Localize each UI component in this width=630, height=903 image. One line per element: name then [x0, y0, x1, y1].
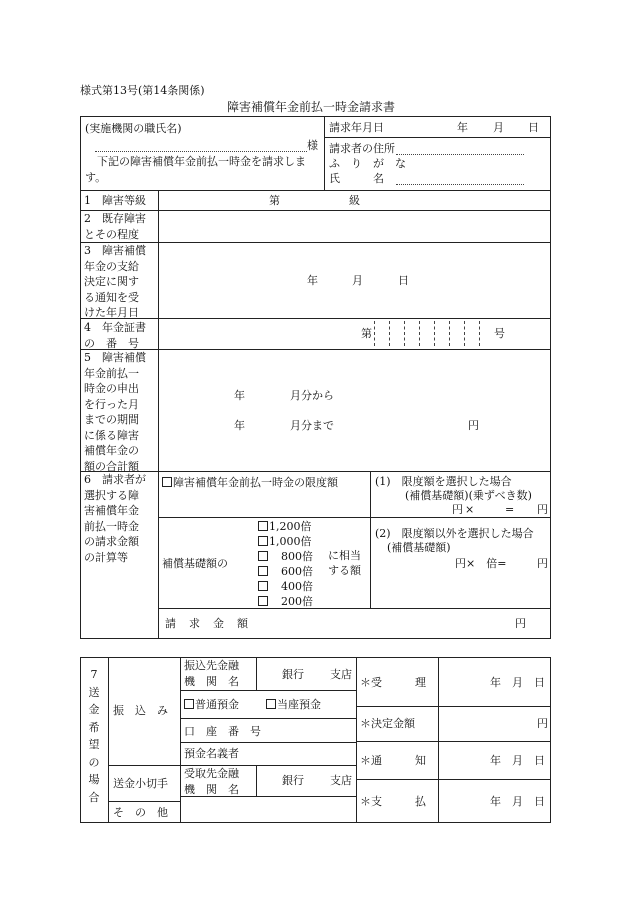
request-text: 下記の障害補償年金前払一時金を請求しま す。 [85, 155, 306, 184]
opt1-times: × [465, 503, 475, 516]
sama-label: 様 [307, 139, 318, 152]
furigana-label: ふ り が な [329, 157, 406, 170]
receiving-bank-label: 受取先金融 機 関 名 [184, 767, 239, 796]
receiving-branch-suffix: 支店 [330, 774, 352, 787]
multiplier-label: 1,200倍 [269, 520, 312, 533]
period-to-month: 月分まで [290, 419, 334, 432]
current-option[interactable] [266, 698, 321, 711]
address-label: 請求者の住所 [329, 142, 395, 155]
period-from-month: 月分から [290, 389, 334, 402]
remittance-table [80, 657, 551, 823]
multiplier-checkbox[interactable] [258, 566, 268, 576]
main-table [80, 190, 551, 639]
limit-checkbox[interactable] [162, 477, 172, 487]
notice-date-label: 3 障害補償 年金の支給 決定に関す る通知を受 けた年月日 [84, 244, 146, 319]
grade-kyu: 級 [349, 194, 360, 207]
opt2-yen: 円 [537, 557, 548, 570]
pension-total-yen: 円 [468, 419, 479, 432]
ordinary-label: 普通預金 [195, 698, 239, 711]
ordinary-checkbox[interactable] [184, 699, 194, 709]
office-notice-value: 年 月 日 [490, 754, 545, 767]
account-holder-label: 預金名義者 [184, 747, 239, 760]
office-notice-label: ＊通 知 [360, 754, 426, 767]
period-from-year: 年 [234, 389, 245, 402]
official-name-line[interactable] [95, 151, 307, 152]
office-payment-label: ＊支 払 [360, 795, 426, 808]
bank-label: 振込先金融 機 関 名 [184, 659, 239, 688]
limit-option-label: 障害補償年金前払一時金の限度額 [173, 476, 338, 489]
opt1-yen: 円 [452, 503, 463, 516]
pension-total-label: 5 障害補償 年金前払一 時金の申出 を行った月 までの期間 に係る障害 補償年金の 額の合計額 [84, 351, 146, 473]
branch-suffix: 支店 [330, 668, 352, 681]
form-number: 様式第13号(第14条関係) [80, 84, 205, 97]
opt1-subtitle: (補償基礎額)(乗ずべき数) [405, 489, 532, 502]
notice-year: 年 [307, 274, 318, 287]
notice-day: 日 [398, 274, 409, 287]
multiplier-checkbox[interactable] [258, 536, 268, 546]
opt2-subtitle: (補償基礎額) [387, 541, 451, 554]
request-year: 年 [457, 121, 468, 134]
remittance-label: 7 送 金 希 望 の 場 合 [88, 668, 100, 804]
office-decision-value: 円 [537, 717, 548, 730]
multiplier-label: 1,000倍 [269, 535, 312, 548]
certificate-dai: 第 [361, 327, 372, 340]
multiplier-option[interactable] [258, 550, 313, 563]
multiplier-option[interactable] [258, 535, 312, 548]
period-to-year: 年 [234, 419, 245, 432]
check-label: 送金小切手 [113, 777, 168, 790]
grade-label: 1 障害等級 [84, 194, 146, 207]
ordinary-option[interactable] [184, 698, 239, 711]
bank-suffix: 銀行 [282, 668, 304, 681]
multiplier-label: 800倍 [281, 550, 313, 563]
multiplier-checkbox[interactable] [258, 521, 268, 531]
notice-month: 月 [352, 274, 363, 287]
multiplier-label: 200倍 [281, 595, 313, 608]
multiplier-label: 400倍 [281, 580, 313, 593]
name-label: 氏 名 [329, 172, 384, 185]
receiving-bank-suffix: 銀行 [282, 774, 304, 787]
base-amount-label: 補償基礎額の [162, 557, 228, 570]
official-label: (実施機関の職氏名) [85, 122, 182, 135]
opt1-equals: = [505, 503, 515, 516]
multiplier-checkbox[interactable] [258, 596, 268, 606]
claim-amount-yen: 円 [515, 617, 526, 630]
name-line[interactable] [396, 184, 524, 185]
current-label: 当座預金 [277, 698, 321, 711]
office-decision-label: ＊決定金額 [360, 717, 415, 730]
account-number-label: 口 座 番 号 [184, 725, 261, 738]
grade-dai: 第 [269, 194, 280, 207]
existing-disability-label: 2 既存障害 とその程度 [84, 212, 146, 241]
multiplier-option[interactable] [258, 520, 312, 533]
opt1-title: (1) 限度額を選択した場合 [375, 475, 512, 488]
multiplier-option[interactable] [258, 595, 313, 608]
request-date-label: 請求年月日 [329, 121, 384, 134]
multiplier-checkbox[interactable] [258, 551, 268, 561]
address-line[interactable] [396, 154, 524, 155]
opt2-calc: 円× 倍= [455, 557, 507, 570]
current-checkbox[interactable] [266, 699, 276, 709]
form-title: 障害補償年金前払一時金請求書 [227, 100, 396, 114]
multiplier-checkbox[interactable] [258, 581, 268, 591]
claim-amount-label: 請 求 金 額 [165, 617, 249, 630]
opt2-title: (2) 限度額以外を選択した場合 [375, 527, 534, 540]
limit-option[interactable] [162, 476, 338, 489]
other-label: そ の 他 [113, 806, 168, 819]
equivalent-label-1: に相当 [328, 549, 361, 562]
certificate-go: 号 [494, 327, 505, 340]
multiplier-option[interactable] [258, 565, 313, 578]
request-day: 日 [528, 121, 539, 134]
multiplier-label: 600倍 [281, 565, 313, 578]
request-month: 月 [493, 121, 504, 134]
calc-label: 6 請求者が 選択する障 害補償年金 前払一時金 の請求金額 の計算等 [84, 473, 146, 564]
office-received-value: 年 月 日 [490, 676, 545, 689]
transfer-label: 振 込 み [113, 704, 168, 717]
office-received-label: ＊受 理 [360, 676, 426, 689]
equivalent-label-2: する額 [328, 564, 361, 577]
certificate-number-label: 4 年金証書 の 番 号 [84, 321, 146, 350]
opt1-yen2: 円 [537, 503, 548, 516]
multiplier-option[interactable] [258, 580, 313, 593]
office-payment-value: 年 月 日 [490, 795, 545, 808]
